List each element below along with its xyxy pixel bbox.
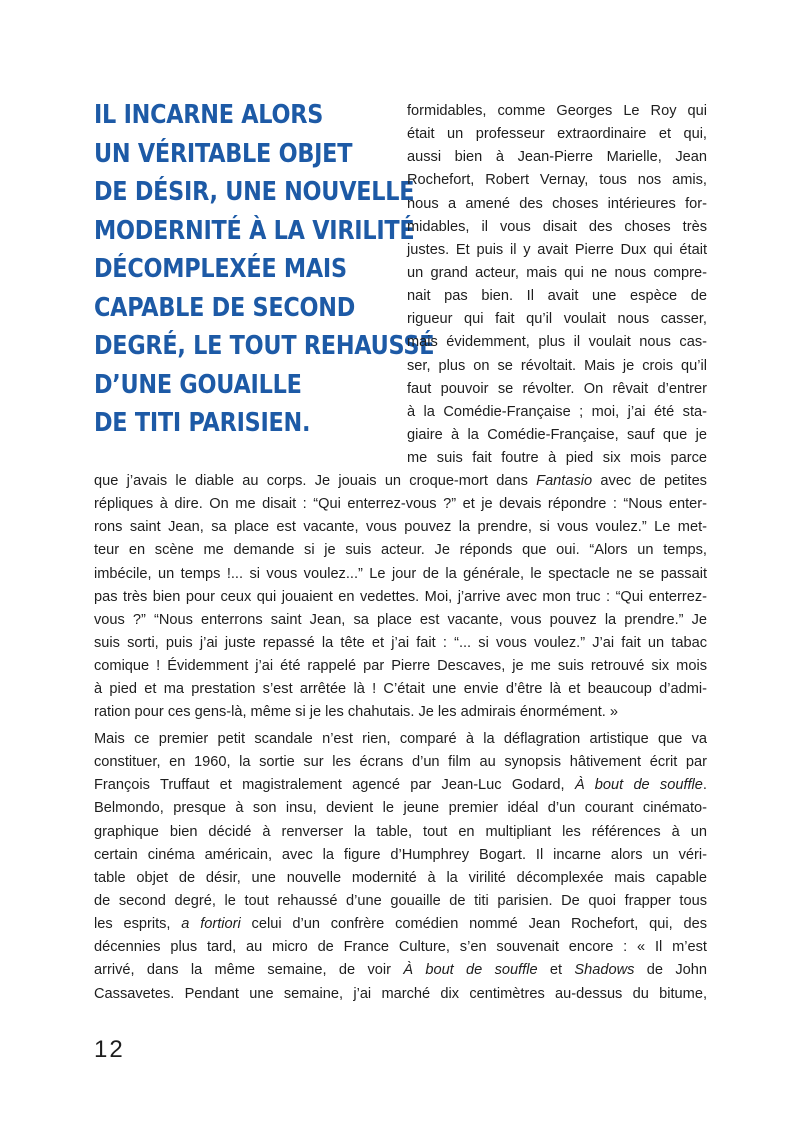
text-line: rons saint Jean, sa place est vacante, vous pouvez la prendre, si vous voulez.” Le met- bbox=[94, 519, 707, 536]
text-segment: arrivé, dans la même semaine, de voir bbox=[94, 962, 404, 979]
text-line: constituer, en 1960, la sortie sur les écrans d’un film au synopsis hâtivement écrit par bbox=[94, 754, 707, 771]
text-line: justes. Et puis il y avait Pierre Dux qui était bbox=[407, 241, 707, 258]
text-line: me suis fait foutre à pied six mois parce bbox=[407, 450, 707, 467]
text-line: Cassavetes. Pendant une semaine, j’ai marché dix centimètres au-dessus du bitume, bbox=[94, 985, 707, 1002]
italic-phrase: a fortiori bbox=[181, 916, 241, 933]
pull-quote bbox=[94, 96, 435, 443]
text-segment: les esprits, bbox=[94, 916, 182, 933]
text-segment: et bbox=[537, 962, 575, 979]
text-line: à pied et ma prestation s’est arrêtée là ! C’était une envie d’être là et beaucoup d’admi- bbox=[94, 681, 707, 698]
pull-quote-line: DE DÉSIR, UNE NOUVELLE bbox=[94, 177, 415, 207]
text-segment: François Truffaut et magistralement agencé par Jean-Luc Godard, bbox=[94, 777, 575, 794]
text-line: de second degré, le tout rehaussé d’une gouaille de titi parisien. De quoi frapper tous bbox=[94, 892, 707, 909]
play-title: Fantasio bbox=[536, 473, 593, 489]
pull-quote-line: IL INCARNE ALORS bbox=[94, 100, 324, 130]
text-line: pas très bien pour ceux qui jouaient en vedettes. Moi, j’arrive avec mon truc : “Qui enterrez- bbox=[94, 588, 707, 605]
text-line bbox=[94, 774, 707, 797]
text-line bbox=[94, 913, 707, 936]
text-line: midables, il vous disait des choses très bbox=[407, 218, 707, 235]
text-line: giaire à la Comédie-Française, sauf que je bbox=[407, 426, 707, 443]
text-line: certain cinéma américain, avec la figure d’Humphrey Bogart. Il incarne alors un véri- bbox=[94, 846, 707, 863]
text-line: Belmondo, presque à son insu, devient le jeune premier idéal d’un courant cinémato- bbox=[94, 800, 707, 817]
page-number: 12 bbox=[94, 1036, 125, 1063]
text-line: teur en scène me demande si je suis acteur. Je réponds que oui. “Alors un temps, bbox=[94, 542, 707, 559]
text-line: nous a amené des choses intérieures for- bbox=[407, 195, 707, 212]
text-segment: de John bbox=[634, 962, 707, 979]
text-line: faut pouvoir se révolter. On rêvait d’entrer bbox=[407, 380, 707, 397]
text-line: Mais ce premier petit scandale n’est rien, comparé à la déflagration artistique que va bbox=[94, 731, 707, 747]
text-line: un grand acteur, mais qui ne nous compre- bbox=[407, 264, 707, 281]
pull-quote-line: CAPABLE DE SECOND bbox=[94, 292, 356, 323]
text-line: imbécile, un temps !... si vous voulez...” Le jour de la générale, le spectacle ne se passait bbox=[94, 565, 707, 582]
text-line: ration pour ces gens-là, même si je les chahutais. Je les admirais énormément. » bbox=[94, 704, 618, 721]
text-line: table objet de désir, une nouvelle modernité à la virilité décomplexée mais capable bbox=[94, 869, 707, 886]
film-title: Shadows bbox=[574, 962, 635, 979]
pull-quote-line: D’UNE GOUAILLE bbox=[94, 369, 302, 400]
text-line: mais évidemment, plus il voulait nous cas- bbox=[407, 334, 707, 351]
text-line: vous ?” “Nous enterrons saint Jean, sa place est vacante, vous pouvez la prendre.” Je bbox=[94, 611, 707, 628]
text-line: répliques à dire. On me disait : “Qui enterrez-vous ?” et je devais répondre : “Nous enter- bbox=[94, 496, 707, 513]
text-line: suis sorti, puis j’ai juste repassé la tête et j’ai fait : “... si vous voulez.” J’ai fait un tabac bbox=[94, 634, 707, 651]
film-title: À bout de souffle bbox=[574, 777, 703, 794]
text-segment: . bbox=[702, 777, 707, 794]
right-column-text bbox=[407, 100, 707, 470]
text-line: décennies plus tard, au micro de France Culture, s’en souvenait encore : « Il m’est bbox=[94, 939, 707, 956]
text-segment: que j’avais le diable au corps. Je jouais un croque-mort dans bbox=[94, 473, 537, 489]
film-title: À bout de souffle bbox=[403, 962, 538, 979]
text-line: aussi bien à Jean-Pierre Marielle, Jean bbox=[407, 149, 707, 166]
main-paragraph bbox=[94, 728, 707, 1006]
text-line bbox=[94, 959, 707, 982]
pull-quote-line: UN VÉRITABLE OBJET bbox=[94, 138, 353, 169]
pull-quote-line: MODERNITÉ À LA VIRILITÉ bbox=[94, 215, 415, 246]
pull-quote-line: DEGRÉ, LE TOUT REHAUSSÉ bbox=[94, 331, 435, 361]
text-line: comique ! Évidemment j’ai été rappelé par Pierre Descaves, je me suis retrouvé six mois bbox=[94, 658, 707, 675]
text-segment: avec de petites bbox=[592, 473, 707, 489]
quote-continuation-paragraph bbox=[94, 470, 707, 725]
text-segment: celui d’un confrère comédien nommé Jean Rochefort, qui, des bbox=[240, 916, 707, 933]
text-line: Rochefort, Robert Vernay, tous nos amis, bbox=[407, 172, 707, 189]
text-line: ser, plus on se révoltait. Mais je crois qu’il bbox=[407, 357, 707, 374]
text-line: rigueur qui fait qu’il voulait nous casser, bbox=[407, 311, 707, 328]
text-line: nait pas bien. Il avait une espèce de bbox=[407, 288, 707, 305]
text-line: à la Comédie-Française ; moi, j’ai été sta- bbox=[407, 403, 707, 420]
text-line bbox=[94, 470, 707, 493]
pull-quote-line: DE TITI PARISIEN. bbox=[94, 408, 311, 438]
text-line: formidables, comme Georges Le Roy qui bbox=[407, 103, 707, 119]
text-line: graphique bien décidé à renverser la table, tout en multipliant les références à un bbox=[94, 823, 707, 840]
pull-quote-line: DÉCOMPLEXÉE MAIS bbox=[94, 254, 347, 284]
text-line: était un professeur extraordinaire et qui, bbox=[407, 126, 707, 143]
